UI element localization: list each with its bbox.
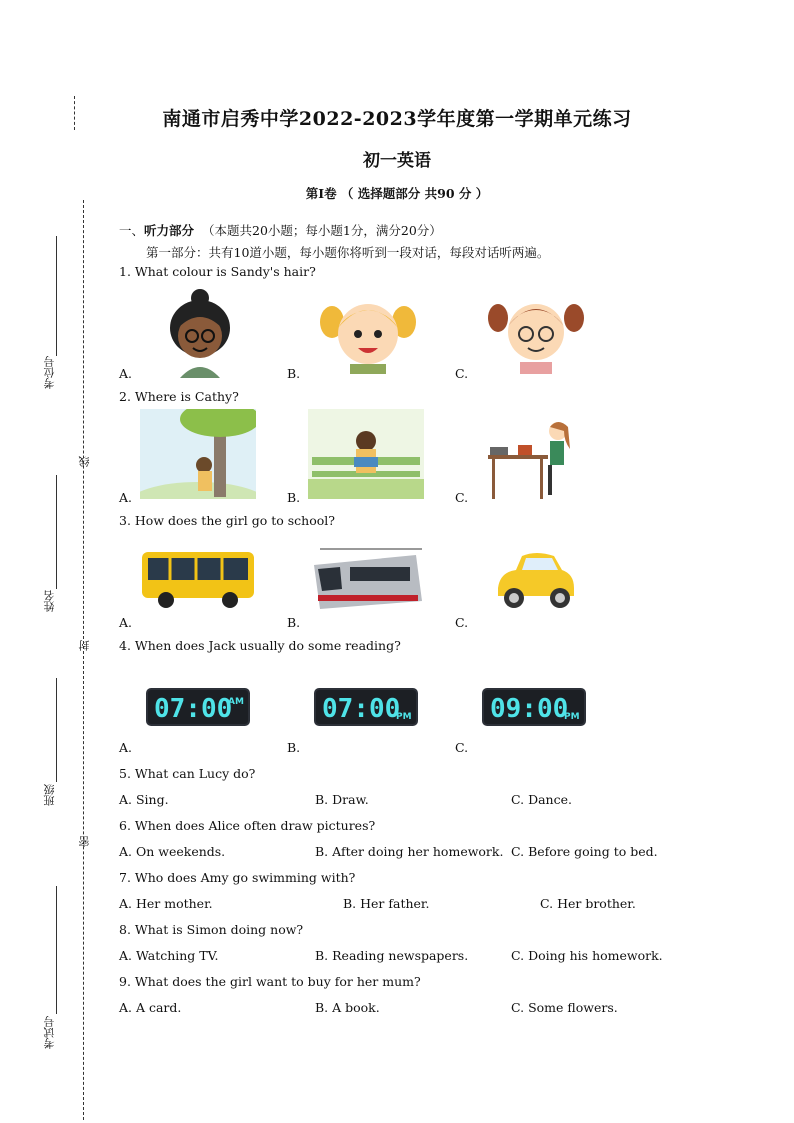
q1-image-c	[486, 292, 586, 378]
volume-heading: 第Ⅰ卷 （ 选择题部分 共90 分 ）	[305, 186, 489, 201]
exam-number-blank	[56, 886, 57, 1014]
question-3: 3. How does the girl go to school?	[119, 513, 335, 528]
q9-option-c[interactable]: C. Some flowers.	[511, 1000, 618, 1015]
question-7: 7. Who does Amy go swimming with?	[119, 870, 356, 885]
q6-option-c[interactable]: C. Before going to bed.	[511, 844, 658, 859]
margin-label-seal: 封	[78, 640, 91, 651]
clock-a-time: 07:00	[154, 694, 233, 724]
q3-image-a-bus	[140, 548, 256, 614]
q8-option-a[interactable]: A. Watching TV.	[119, 948, 219, 963]
margin-label-line: 线	[78, 456, 91, 467]
q1-image-b	[318, 292, 418, 378]
margin-label-name: 姓名	[43, 590, 56, 612]
q2-option-b[interactable]: B.	[287, 490, 301, 505]
question-9: 9. What does the girl want to buy for her mum?	[119, 974, 421, 989]
q2-option-a[interactable]: A.	[119, 490, 133, 505]
question-8: 8. What is Simon doing now?	[119, 922, 304, 937]
margin-label-exam-number: 考试号	[43, 1016, 56, 1049]
q4-clock-a	[148, 690, 248, 724]
q8-option-b[interactable]: B. Reading newspapers.	[315, 948, 469, 963]
q4-option-a[interactable]: A.	[119, 740, 133, 755]
question-2: 2. Where is Cathy?	[119, 389, 239, 404]
q7-option-a[interactable]: A. Her mother.	[119, 896, 213, 911]
q1-option-b[interactable]: B.	[287, 366, 301, 381]
q3-image-b-train	[310, 545, 426, 619]
question-4: 4. When does Jack usually do some reading?	[119, 638, 401, 653]
q3-option-a[interactable]: A.	[119, 615, 133, 630]
margin-label-seat-number: 考位号	[43, 356, 56, 389]
q4-option-b[interactable]: B.	[287, 740, 301, 755]
margin-dashed-line	[83, 200, 84, 1120]
q2-image-b	[308, 409, 424, 503]
q9-option-a[interactable]: A. A card.	[119, 1000, 182, 1015]
q7-option-b[interactable]: B. Her father.	[343, 896, 430, 911]
q9-option-b[interactable]: B. A book.	[315, 1000, 380, 1015]
question-1: 1. What colour is Sandy's hair?	[119, 264, 316, 279]
margin-label-class: 班级	[43, 784, 56, 806]
section-heading	[119, 221, 442, 239]
q1-option-a[interactable]: A.	[119, 366, 133, 381]
section-title: 听力部分	[144, 223, 195, 238]
q4-option-c[interactable]: C.	[455, 740, 469, 755]
q2-option-c[interactable]: C.	[455, 490, 469, 505]
page-title: 南通市启秀中学2022-2023学年度第一学期单元练习	[162, 108, 632, 130]
clock-b-time: 07:00	[322, 694, 401, 724]
question-6: 6. When does Alice often draw pictures?	[119, 818, 376, 833]
q3-image-c-car	[494, 548, 578, 616]
clock-b-suffix: PM	[396, 712, 412, 722]
section-note: （本题共20小题；每小题1分，满分20分）	[202, 223, 442, 238]
q3-option-c[interactable]: C.	[455, 615, 469, 630]
q5-option-b[interactable]: B. Draw.	[315, 792, 369, 807]
q4-clock-c	[484, 690, 584, 724]
part-instruction: 第一部分：共有10道小题，每小题你将听到一段对话，每段对话听两遍。	[146, 245, 550, 260]
q1-image-a	[160, 288, 240, 382]
q7-option-c[interactable]: C. Her brother.	[540, 896, 636, 911]
q3-option-b[interactable]: B.	[287, 615, 301, 630]
q4-clock-b	[316, 690, 416, 724]
class-blank	[56, 678, 57, 782]
name-blank	[56, 475, 57, 589]
q6-option-b[interactable]: B. After doing her homework.	[315, 844, 504, 859]
clock-c-suffix: PM	[564, 712, 580, 722]
section-number: 一、	[119, 223, 145, 238]
seat-number-blank	[56, 236, 57, 356]
q2-image-a	[140, 409, 256, 503]
clock-c-time: 09:00	[490, 694, 569, 724]
margin-label-secret: 密	[78, 836, 91, 847]
q2-image-c	[484, 409, 580, 505]
q8-option-c[interactable]: C. Doing his homework.	[511, 948, 663, 963]
page-subtitle: 初一英语	[363, 151, 431, 171]
clock-a-suffix: AM	[228, 697, 244, 707]
question-5: 5. What can Lucy do?	[119, 766, 256, 781]
q1-option-c[interactable]: C.	[455, 366, 469, 381]
q5-option-a[interactable]: A. Sing.	[119, 792, 169, 807]
q6-option-a[interactable]: A. On weekends.	[119, 844, 226, 859]
q5-option-c[interactable]: C. Dance.	[511, 792, 572, 807]
